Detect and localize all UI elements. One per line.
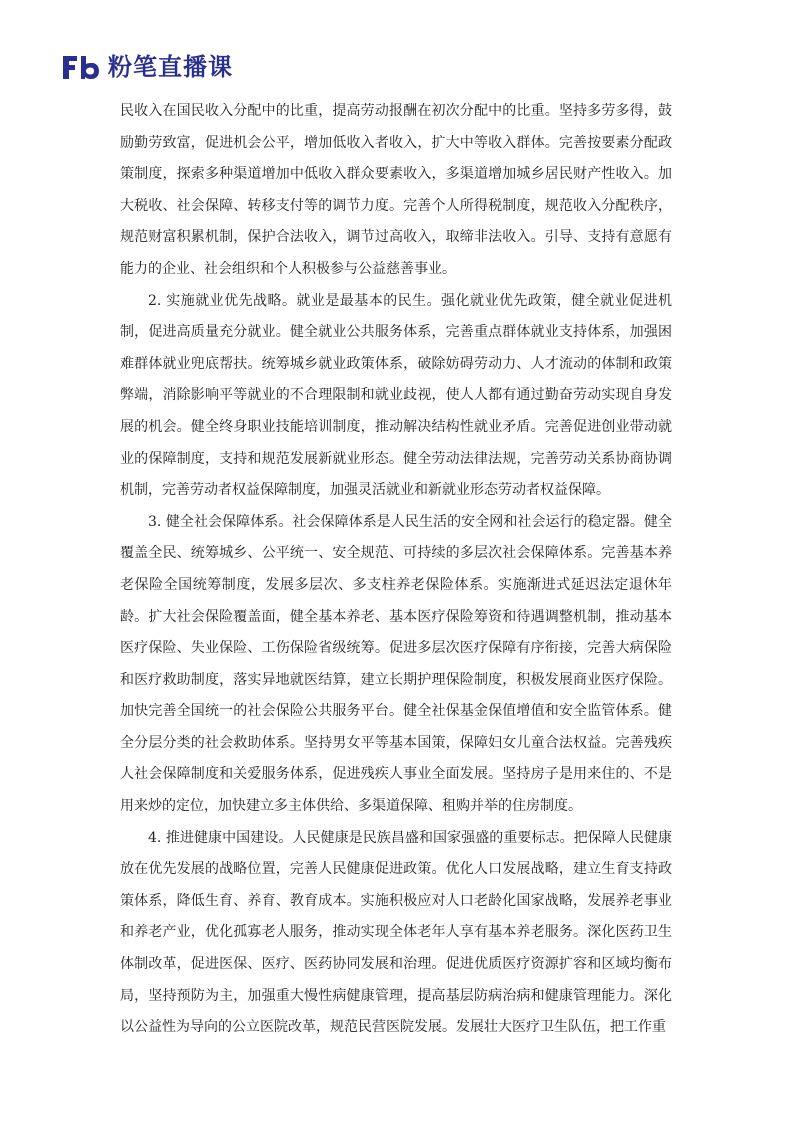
document-body bbox=[120, 96, 672, 1044]
paragraph-income-distribution: 民收入在国民收入分配中的比重，提高劳动报酬在初次分配中的比重。坚持多劳多得，鼓励勤劳致富，促进机会公平，增加低收入者收入，扩大中等收入群体。完善按要素分配政策制度，探索多种渠道增加中低收入群众要素收入，多渠道增加城乡居民财产性收入。加大税收、社会保障、转移支付等的调节力度。完善个人所得税制度，规范收入分配秩序，规范财富积累机制，保护合法收入，调节过高收入，取缔非法收入。引导、支持有意愿有能力的企业、社会组织和个人积极参与公益慈善事业。 bbox=[120, 103, 672, 277]
paragraph-employment: 2. 实施就业优先战略。就业是最基本的民生。强化就业优先政策，健全就业促进机制，促进高质量充分就业。健全就业公共服务体系，完善重点群体就业支持体系，加强困难群体就业兜底帮扶。统筹城乡就业政策体系，破除妨碍劳动力、人才流动的体制和政策弊端，消除影响平等就业的不合理限制和就业歧视，使人人都有通过勤奋劳动实现自身发展的机会。健全终身职业技能培训制度，推动解决结构性就业矛盾。完善促进创业带动就业的保障制度，支持和规范发展新就业形态。健全劳动法律法规，完善劳动关系协商协调机制，完善劳动者权益保障制度，加强灵活就业和新就业形态劳动者权益保障。 bbox=[120, 292, 672, 499]
logo-text: 粉笔直播课 bbox=[108, 53, 233, 81]
paragraph-healthy-china: 4. 推进健康中国建设。人民健康是民族昌盛和国家强盛的重要标志。把保障人民健康放在优先发展的战略位置，完善人民健康促进政策。优化人口发展战略，建立生育支持政策体系，降低生育、养育、教育成本。实施积极应对人口老龄化国家战略，发展养老事业和养老产业，优化孤寡老人服务，推动实现全体老年人享有基本养老服务。深化医药卫生体制改革，促进医保、医疗、医药协同发展和治理。促进优质医疗资源扩容和区域均衡布局，坚持预防为主，加强重大慢性病健康管理，提高基层防病治病和健康管理能力。深化以公益性为导向的公立医院改革，规范民营医院发展。发展壮大医疗卫生队伍，把工作重 bbox=[120, 829, 672, 1036]
paragraph-social-security: 3. 健全社会保障体系。社会保障体系是人民生活的安全网和社会运行的稳定器。健全覆盖全民、统筹城乡、公平统一、安全规范、可持续的多层次社会保障体系。完善基本养老保险全国统筹制度，发展多层次、多支柱养老保险体系。实施渐进式延迟法定退休年龄。扩大社会保险覆盖面，健全基本养老、基本医疗保险筹资和待遇调整机制，推动基本医疗保险、失业保险、工伤保险省级统筹。促进多层次医疗保障有序衔接，完善大病保险和医疗救助制度，落实异地就医结算，建立长期护理保险制度，积极发展商业医疗保险。加快完善全国统一的社会保险公共服务平台。健全社保基金保值增值和安全监管体系。健全分层分类的社会救助体系。坚持男女平等基本国策，保障妇女儿童合法权益。完善残疾人社会保障制度和关爱服务体系，促进残疾人事业全面发展。坚持房子是用来住的、不是用来炒的定位，加快建立多主体供给、多渠道保障、租购并举的住房制度。 bbox=[120, 513, 672, 815]
fenbi-logo-icon bbox=[60, 52, 100, 82]
page-header bbox=[60, 50, 233, 84]
